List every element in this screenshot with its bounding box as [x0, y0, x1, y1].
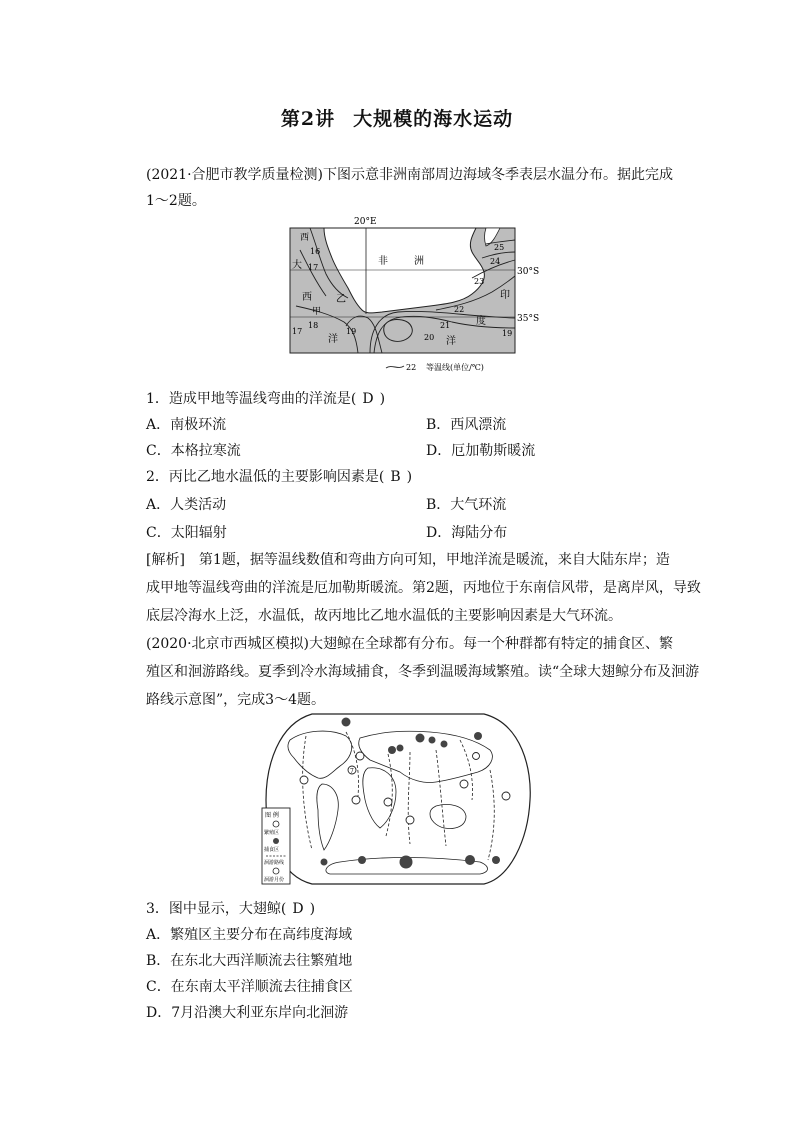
legend-iso-value: 22 — [406, 363, 417, 372]
iso-21: 21 — [440, 321, 451, 330]
intro1-line2: 1～2题。 — [146, 193, 206, 209]
q2-option-b[interactable]: B．大气环流 — [426, 497, 507, 513]
q3-answer: D — [292, 901, 304, 917]
iso-19a: 19 — [346, 327, 357, 336]
legend-iso-text: 等温线(单位/℃) — [426, 363, 484, 372]
map2-legend-feed: 捕食区 — [264, 847, 280, 853]
iso-18: 18 — [308, 321, 319, 330]
label-fei: 非 — [378, 256, 388, 267]
iso-24: 24 — [490, 257, 501, 266]
label-da: 大 — [292, 260, 302, 271]
q1-stem: 1．造成甲地等温线弯曲的洋流是( D ) — [146, 391, 386, 407]
q2-option-d[interactable]: D．海陆分布 — [426, 525, 508, 541]
analysis-line3: 底层冷海水上泛，水温低，故丙地比乙地水温低的主要影响因素是大气环流。 — [146, 608, 622, 624]
iso-23: 23 — [474, 277, 485, 286]
label-jia: 甲 — [312, 307, 322, 317]
iso-19b: 19 — [502, 329, 513, 338]
intro1-line1: (2021·合肥市教学质量检测)下图示意非洲南部周边海域冬季表层水温分布。据此完成 — [146, 167, 674, 183]
map2-legend-title: 图 例 — [265, 812, 279, 819]
intro2-line3: 路线示意图”，完成3～4题。 — [146, 692, 325, 708]
intro2-line2: 殖区和洄游路线。夏季到冷水海域捕食，冬季到温暖海域繁殖。读“全球大翅鲸分布及洄游 — [146, 664, 700, 680]
q3-option-c[interactable]: C．在东南太平洋顺流去往捕食区 — [146, 979, 353, 995]
q2-answer: B — [390, 469, 401, 485]
humpback-whale-world-map — [260, 710, 536, 892]
label-yin: 印 — [500, 290, 510, 301]
analysis-line2: 成甲地等温线弯曲的洋流是厄加勒斯暖流。第2题，丙地位于东南信风带，是离岸风，导致 — [146, 580, 701, 596]
label-yang-west: 洋 — [328, 334, 338, 345]
q1-answer: D — [362, 391, 374, 407]
q1-option-d[interactable]: D．厄加勒斯暖流 — [426, 443, 536, 459]
q1-option-c[interactable]: C．本格拉寒流 — [146, 443, 241, 459]
lesson-number: 第2讲 — [280, 108, 336, 130]
q1-option-b[interactable]: B．西风漂流 — [426, 417, 507, 433]
analysis-line1: [解析] 第1题，据等温线数值和弯曲方向可知，甲地洋流是暖流，来自大陆东岸；造 — [146, 552, 670, 568]
iso-22: 22 — [454, 305, 465, 314]
q3-stem: 3．图中显示，大翅鲸( D ) — [146, 901, 316, 917]
iso-25: 25 — [494, 243, 505, 252]
q3-option-b[interactable]: B．在东北大西洋顺流去往繁殖地 — [146, 953, 353, 969]
iso-16: 16 — [310, 247, 321, 256]
page-title — [0, 104, 794, 131]
southern-africa-isotherm-map — [286, 214, 548, 380]
map2-legend-route: 洄游路线 — [264, 860, 285, 866]
q3-option-a[interactable]: A．繁殖区主要分布在高纬度海域 — [146, 927, 353, 943]
iso-17a: 17 — [308, 263, 319, 272]
label-yang-east: 洋 — [446, 336, 456, 347]
lesson-topic: 大规模的海水运动 — [353, 108, 514, 130]
map2-month-mark: 7 — [350, 768, 354, 775]
intro2-line1: (2020·北京市西城区模拟)大翅鲸在全球都有分布。每一个种群都有特定的捕食区、繁 — [146, 636, 674, 652]
q2-option-c[interactable]: C．太阳辐射 — [146, 525, 227, 541]
lat-35-label: 35°S — [517, 314, 540, 324]
label-xi2: 西 — [302, 292, 312, 303]
label-yi: 乙 — [336, 294, 346, 305]
q2-stem: 2．丙比乙地水温低的主要影响因素是( B ) — [146, 469, 413, 485]
label-zhou: 洲 — [414, 256, 424, 267]
map2-legend-breed: 繁殖区 — [264, 830, 280, 836]
q3-option-d[interactable]: D．7月沿澳大利亚东岸向北洄游 — [146, 1005, 349, 1021]
iso-20: 20 — [424, 333, 435, 342]
label-xi: 西 — [300, 233, 310, 243]
lon-label: 20°E — [354, 217, 377, 227]
q2-option-a[interactable]: A．人类活动 — [146, 497, 227, 513]
q1-option-a[interactable]: A．南极环流 — [146, 417, 227, 433]
lat-30-label: 30°S — [517, 267, 540, 277]
label-du: 度 — [476, 316, 486, 327]
map2-legend-month: 洄游月份 — [264, 877, 285, 883]
iso-17b: 17 — [292, 327, 303, 336]
